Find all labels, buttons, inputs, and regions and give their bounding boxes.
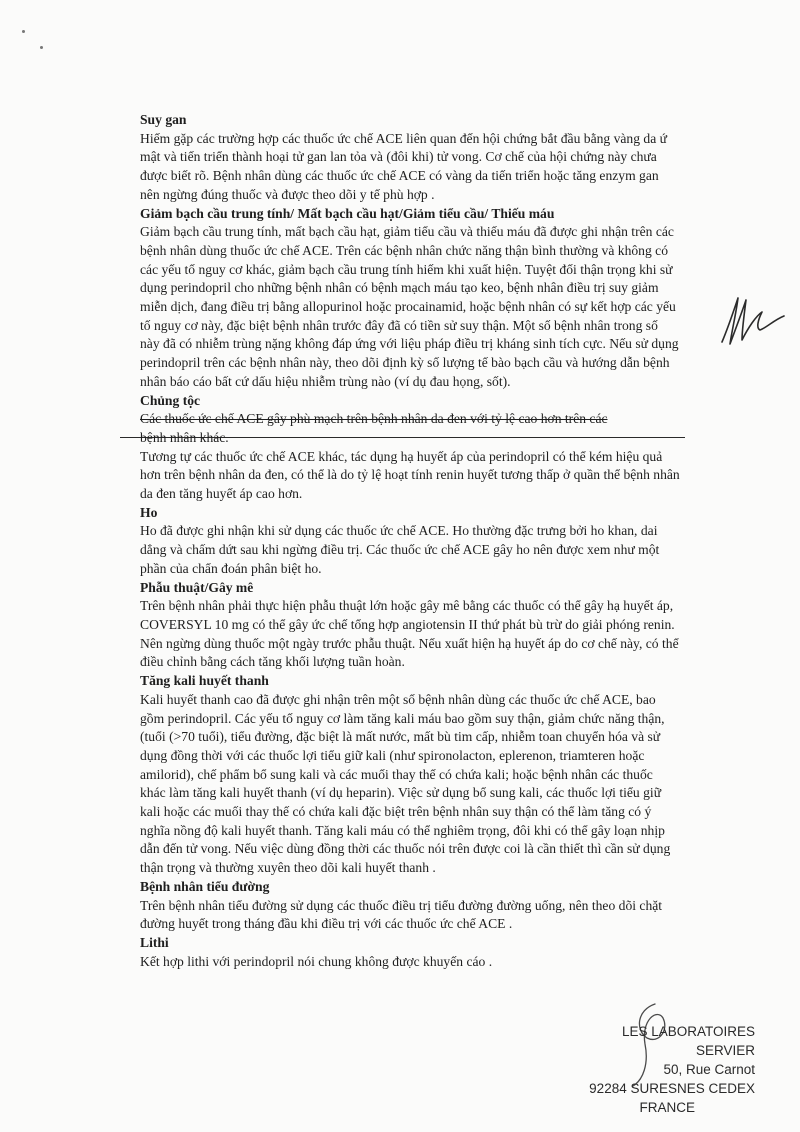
- section-paragraph: bệnh nhân khác.: [140, 429, 229, 445]
- section-heading-neutropenia: Giảm bạch cầu trung tính/ Mất bạch cầu hạt/Giảm tiểu cầu/ Thiếu máu: [140, 205, 555, 221]
- initials-signature: [718, 290, 788, 350]
- scan-speck: [22, 30, 25, 33]
- section-paragraph: Hiếm gặp các trường hợp các thuốc ức chế ACE liên quan đến hội chứng bắt đầu bằng vàng da ứ mật và tiến triển thành hoại tử gan lan tỏa và (đôi khi) tử vong. Cơ chế của hội chứng này chưa được biết rõ. Bệnh nhân dùng các thuốc ức chế ACE có vàng da tiến triển hoặc tăng enzym gan nên ngừng đúng thuốc và được theo dõi y tế phù hợp .: [140, 130, 668, 202]
- section-paragraph: Trên bệnh nhân phải thực hiện phẫu thuật lớn hoặc gây mê bằng các thuốc có thể gây hạ huyết áp, COVERSYL 10 mg có thể gây ức chế tổng hợp angiotensin II thứ phát bù trừ do giải phóng renin. Nên ngừng dùng thuốc một ngày trước phẫu thuật. Nếu xuất hiện hạ huyết áp do cơ chế này, có thể điều chỉnh bằng cách tăng khối lượng tuần hoàn.: [140, 598, 679, 670]
- stamp-city: 92284 SURESNES CEDEX: [589, 1081, 755, 1096]
- document-body: [140, 111, 680, 971]
- section-heading-hyperkalemia: Tăng kali huyết thanh: [140, 673, 269, 689]
- stamp-country: FRANCE: [639, 1100, 695, 1115]
- section-paragraph: Trên bệnh nhân tiểu đường sử dụng các thuốc điều trị tiểu đường đường uống, nên theo dõi chặt đường huyết trong tháng đầu khi điều trị với các thuốc ức chế ACE .: [140, 897, 663, 932]
- company-stamp: [565, 1022, 755, 1117]
- struck-line: Các thuốc ức chế ACE gây phù mạch trên bệnh nhân da đen với tỷ lệ cao hơn trên các: [140, 411, 608, 427]
- section-paragraph: Kết hợp lithi với perindopril nói chung không được khuyến cáo .: [140, 953, 493, 969]
- section-paragraph: Ho đã được ghi nhận khi sử dụng các thuốc ức chế ACE. Ho thường đặc trưng bởi ho khan, dai dẳng và chấm dứt sau khi ngừng điều trị. Các thuốc ức chế ACE gây ho nên được xem như một phần của chẩn đoán phân biệt ho.: [140, 523, 660, 576]
- section-heading-lithium: Lithi: [140, 934, 169, 950]
- section-heading-cough: Ho: [140, 504, 158, 520]
- section-paragraph: Tương tự các thuốc ức chế ACE khác, tác dụng hạ huyết áp của perindopril có thể kém hiệu quả hơn trên bệnh nhân da đen, có thể là do tỷ lệ hoạt tính renin huyết tương thấp ở quần thể bệnh nhân da đen tăng huyết áp cao hơn.: [140, 448, 680, 502]
- section-paragraph: Giảm bạch cầu trung tính, mất bạch cầu hạt, giảm tiểu cầu và thiếu máu đã được ghi nhận trên các bệnh nhân dùng thuốc ức chế ACE. Trên các bệnh nhân chức năng thận bình thường và không có các yếu tố nguy cơ khác, giảm bạch cầu trung tính hiếm khi xuất hiện. Tuyệt đối thận trọng khi sử dụng perindopril cho những bệnh nhân có bệnh mạch máu tạo keo, bệnh nhân điều trị suy giảm miễn dịch, đang điều trị bằng allopurinol hoặc procainamid, hoặc bệnh nhân có sự kết hợp các yếu tố nguy cơ này, đặc biệt bệnh nhân trước đây đã có tiền sử suy thận. Một số bệnh nhân trong số này đã có nhiễm trùng nặng không đáp ứng với liệu pháp điều trị kháng sinh tích cực. Nếu sử dụng perindopril trên các bệnh nhân này, theo dõi định kỳ số lượng tế bào bạch cầu và hướng dẫn bệnh nhân báo cáo bất cứ dấu hiệu nhiễm trùng nào (ví dụ đau họng, sốt).: [140, 224, 679, 389]
- section-paragraph: Kali huyết thanh cao đã được ghi nhận trên một số bệnh nhân dùng các thuốc ức chế ACE, bao gồm perindopril. Các yếu tố nguy cơ làm tăng kali máu bao gồm suy thận, giảm chức năng thận, (tuổi (>70 tuổi), tiểu đường, đặc biệt là mất nước, mất bù tim cấp, nhiễm toan chuyển hóa và sử dụng đồng thời với các thuốc lợi tiểu giữ kali (như spironolacton, eplerenon, triamteren hoặc amilorid), chế phẩm bổ sung kali và các muối thay thế có chứa kali; hoặc bệnh nhân các thuốc khác làm tăng kali huyết thanh (ví dụ heparin). Việc sử dụng bổ sung kali, các thuốc lợi tiểu giữ kali hoặc các muối thay thế có chứa kali đặc biệt trên bệnh nhân suy thận có thể làm tăng có ý nghĩa nồng độ kali huyết thanh. Tăng kali máu có thể nghiêm trọng, đôi khi có thể gây loạn nhịp dẫn đến tử vong. Nếu việc dùng đồng thời các thuốc nói trên được coi là cần thiết thì cần sử dụng thận trọng và thường xuyên theo dõi kali huyết thanh .: [140, 691, 671, 876]
- section-heading-race: Chủng tộc: [140, 392, 201, 408]
- scan-speck: [40, 46, 43, 49]
- stamp-street: 50, Rue Carnot: [663, 1062, 755, 1077]
- stamp-company-name: LES LABORATOIRES SERVIER: [621, 1024, 755, 1058]
- section-heading-suy-gan: Suy gan: [140, 112, 187, 127]
- section-heading-surgery: Phẫu thuật/Gây mê: [140, 579, 254, 595]
- section-heading-diabetes: Bệnh nhân tiểu đường: [140, 878, 270, 894]
